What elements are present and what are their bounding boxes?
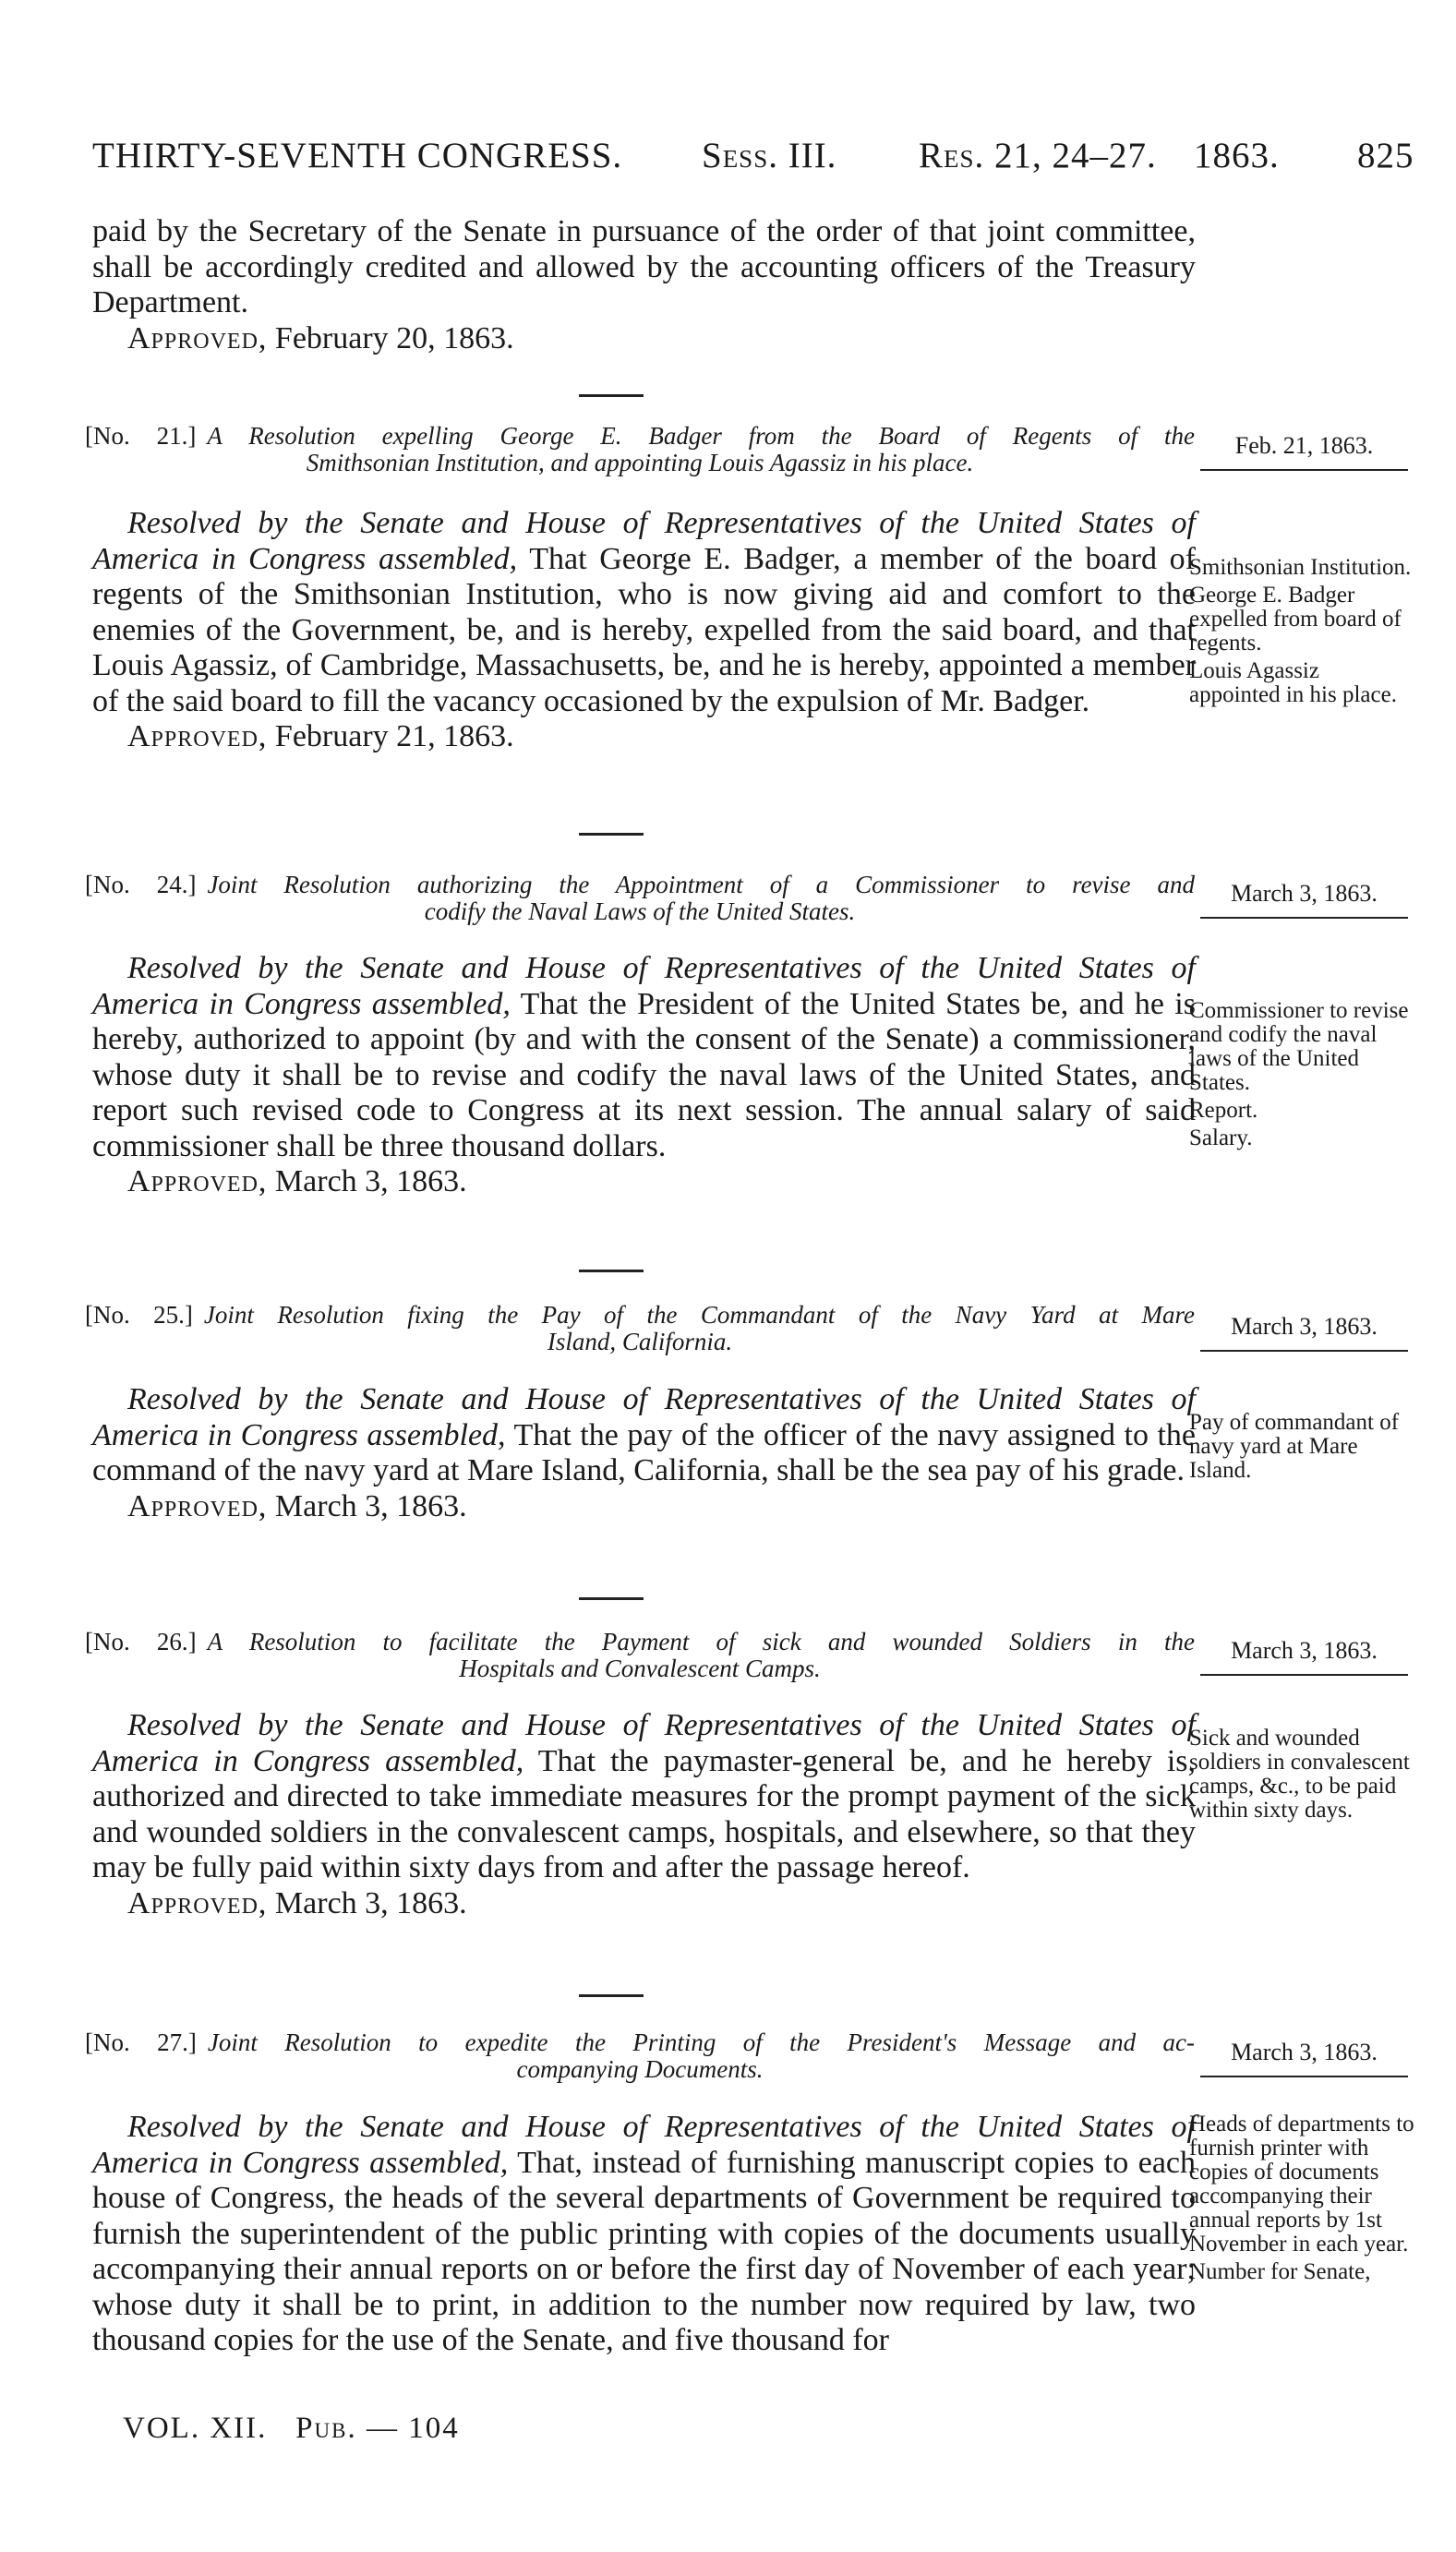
year-heading: 1863. <box>1194 136 1280 175</box>
resolution-title <box>85 1629 1195 1682</box>
resolution-operative-text: That, instead of furnishing manuscript copies to each house of Congress, the heads of the several departments of Government be required to furnish the superintendent of the public printing with copies of the documents usually accompanying their annual reports on or before the first day of November of each year; whose duty it shall be to print, in addition to the number now required by law, two thousand copies for the use of the Senate, and five thousand for <box>92 2145 1196 2357</box>
resolution-title <box>85 423 1195 476</box>
section-rule <box>579 1270 644 1272</box>
margin-notes <box>1189 556 1415 711</box>
approved-date: March 3, 1863. <box>274 1488 467 1523</box>
margin-note: Report. <box>1189 1098 1258 1123</box>
resolution-text <box>92 1708 1196 1886</box>
resolution-number: [No. 26.] <box>85 1628 197 1655</box>
approved-date: February 20, 1863. <box>274 320 514 355</box>
title-line: Joint Resolution authorizing the Appointment of a Commissioner to revise and <box>207 871 1195 898</box>
margin-notes <box>1189 1727 1415 1826</box>
approval-line <box>127 1886 1196 1922</box>
section-rule <box>579 1597 644 1600</box>
resolution-date: March 3, 1863. <box>1200 880 1408 919</box>
approved-label: Approved, <box>127 719 268 753</box>
enacting-clause: Resolved by the Senate and House of Representatives of the United States of America in Congress assembled, <box>92 1708 1196 1778</box>
margin-note: Smithsonian Institution. <box>1189 555 1412 580</box>
congress-heading: THIRTY-SEVENTH CONGRESS. <box>92 136 623 175</box>
resolution-date: March 3, 1863. <box>1200 1637 1408 1676</box>
resolution-text <box>92 506 1196 719</box>
approved-label: Approved, <box>127 1164 268 1198</box>
resolution-body <box>92 2110 1196 2359</box>
pub-mark: Pub. — 104 <box>295 2412 460 2445</box>
title-line: A Resolution expelling George E. Badger from the Board of Regents of the <box>207 422 1196 450</box>
approval-line <box>127 1164 1196 1200</box>
resolution-body <box>92 506 1196 755</box>
approval-line <box>127 719 1196 755</box>
resolutions-heading: Res. 21, 24–27. <box>919 136 1157 175</box>
approved-label: Approved, <box>127 320 268 355</box>
resolution-text <box>92 2110 1196 2359</box>
resolution-title <box>85 872 1195 925</box>
continuation-block <box>92 214 1196 356</box>
margin-note: Salary. <box>1189 1126 1253 1150</box>
title-line: Joint Resolution to expedite the Printing of the President's Message and ac- <box>207 2028 1195 2056</box>
section-rule <box>579 833 644 836</box>
title-line: A Resolution to facilitate the Payment of sick and wounded Soldiers in the <box>207 1628 1195 1655</box>
resolution-title <box>85 1302 1195 1355</box>
approval-line <box>127 321 1196 357</box>
session-heading: Sess. III. <box>702 136 837 175</box>
margin-note: George E. Badger expelled from board of regents. <box>1189 583 1402 656</box>
running-head <box>92 135 1422 190</box>
resolution-date: March 3, 1863. <box>1200 1313 1408 1352</box>
enacting-clause: Resolved by the Senate and House of Representatives of the United States of America in Congress assembled, <box>92 951 1196 1021</box>
margin-note: Heads of departments to furnish printer with copies of documents accompanying their annual reports by 1st November in each year. <box>1189 2112 1414 2257</box>
continuation-text: paid by the Secretary of the Senate in pursuance of the order of that joint committee, shall be accordingly credited and allowed by the accounting officers of the Treasury Department. <box>92 214 1196 319</box>
resolution-date: Feb. 21, 1863. <box>1200 432 1408 471</box>
margin-note: Louis Agassiz appointed in his place. <box>1189 658 1397 707</box>
resolution-text <box>92 1382 1196 1489</box>
resolution-operative-text: That the President of the United States be, and he is hereby, authorized to appoint (by and with the consent of the Senate) a commissioner, whose duty it shall be to revise and codify the naval laws of the United States, and report such revised code to Congress at its next session. The annual salary of said commissioner shall be three thousand dollars. <box>92 986 1196 1163</box>
title-line: Joint Resolution fixing the Pay of the Commandant of the Navy Yard at Mare <box>203 1301 1195 1329</box>
margin-notes <box>1189 2113 1415 2288</box>
enacting-clause: Resolved by the Senate and House of Representatives of the United States of America in Congress assembled, <box>92 2110 1196 2180</box>
resolution-operative-text: That the pay of the officer of the navy assigned to the command of the navy yard at Mare Island, California, shall be the sea pay of his grade. <box>92 1417 1196 1487</box>
volume-mark: VOL. XII. <box>123 2412 268 2445</box>
page-number: 825 <box>1357 136 1414 175</box>
section-rule <box>579 1994 644 1997</box>
resolution-operative-text: That George E. Badger, a member of the board of regents of the Smithsonian Institution, who is now giving aid and comfort to the enemies of the Government, be, and is hereby, expelled from the said board, and that Louis Agassiz, of Cambridge, Massachusetts, be, and he is hereby, appointed a member of the said board to fill the vacancy occasioned by the expulsion of Mr. Badger. <box>92 541 1196 718</box>
resolution-number: [No. 27.] <box>85 2028 197 2056</box>
margin-notes <box>1189 999 1415 1154</box>
title-line: Hospitals and Convalescent Camps. <box>459 1655 821 1682</box>
margin-notes <box>1189 1411 1415 1487</box>
title-line: Smithsonian Institution, and appointing Louis Agassiz in his place. <box>306 449 974 476</box>
enacting-clause: Resolved by the Senate and House of Representatives of the United States of America in Congress assembled, <box>92 506 1196 576</box>
approved-label: Approved, <box>127 1488 268 1523</box>
resolution-number: [No. 25.] <box>85 1301 193 1329</box>
approved-label: Approved, <box>127 1885 268 1920</box>
resolution-text <box>92 951 1196 1164</box>
margin-note: Number for Senate, <box>1189 2259 1371 2284</box>
resolution-body <box>92 1708 1196 1921</box>
approval-line <box>127 1489 1196 1525</box>
resolution-body <box>92 1382 1196 1524</box>
resolution-number: [No. 21.] <box>85 422 197 450</box>
resolution-body <box>92 951 1196 1200</box>
approved-date: February 21, 1863. <box>274 719 514 753</box>
resolution-title <box>85 2029 1195 2083</box>
section-rule <box>579 394 644 397</box>
margin-note: Pay of commandant of navy yard at Mare Island. <box>1189 1410 1400 1483</box>
title-line: codify the Naval Laws of the United States. <box>424 897 856 925</box>
margin-note: Sick and wounded soldiers in convalescent camps, &c., to be paid within sixty days. <box>1189 1726 1410 1823</box>
signature-mark <box>123 2412 460 2446</box>
margin-note: Commissioner to revise and codify the naval laws of the United States. <box>1189 998 1409 1095</box>
approved-date: March 3, 1863. <box>274 1164 467 1198</box>
enacting-clause: Resolved by the Senate and House of Representatives of the United States of America in Congress assembled, <box>92 1382 1196 1452</box>
resolution-date: March 3, 1863. <box>1200 2039 1408 2077</box>
approved-date: March 3, 1863. <box>274 1885 467 1920</box>
resolution-number: [No. 24.] <box>85 871 197 898</box>
resolution-operative-text: That the paymaster-general be, and he hereby is, authorized and directed to take immediate measures for the prompt payment of the sick and wounded soldiers in the convalescent camps, hospitals, and elsewhere, so that they may be fully paid within sixty days from and after the passage hereof. <box>92 1743 1197 1884</box>
title-line: Island, California. <box>547 1328 733 1355</box>
title-line: companying Documents. <box>516 2055 764 2083</box>
